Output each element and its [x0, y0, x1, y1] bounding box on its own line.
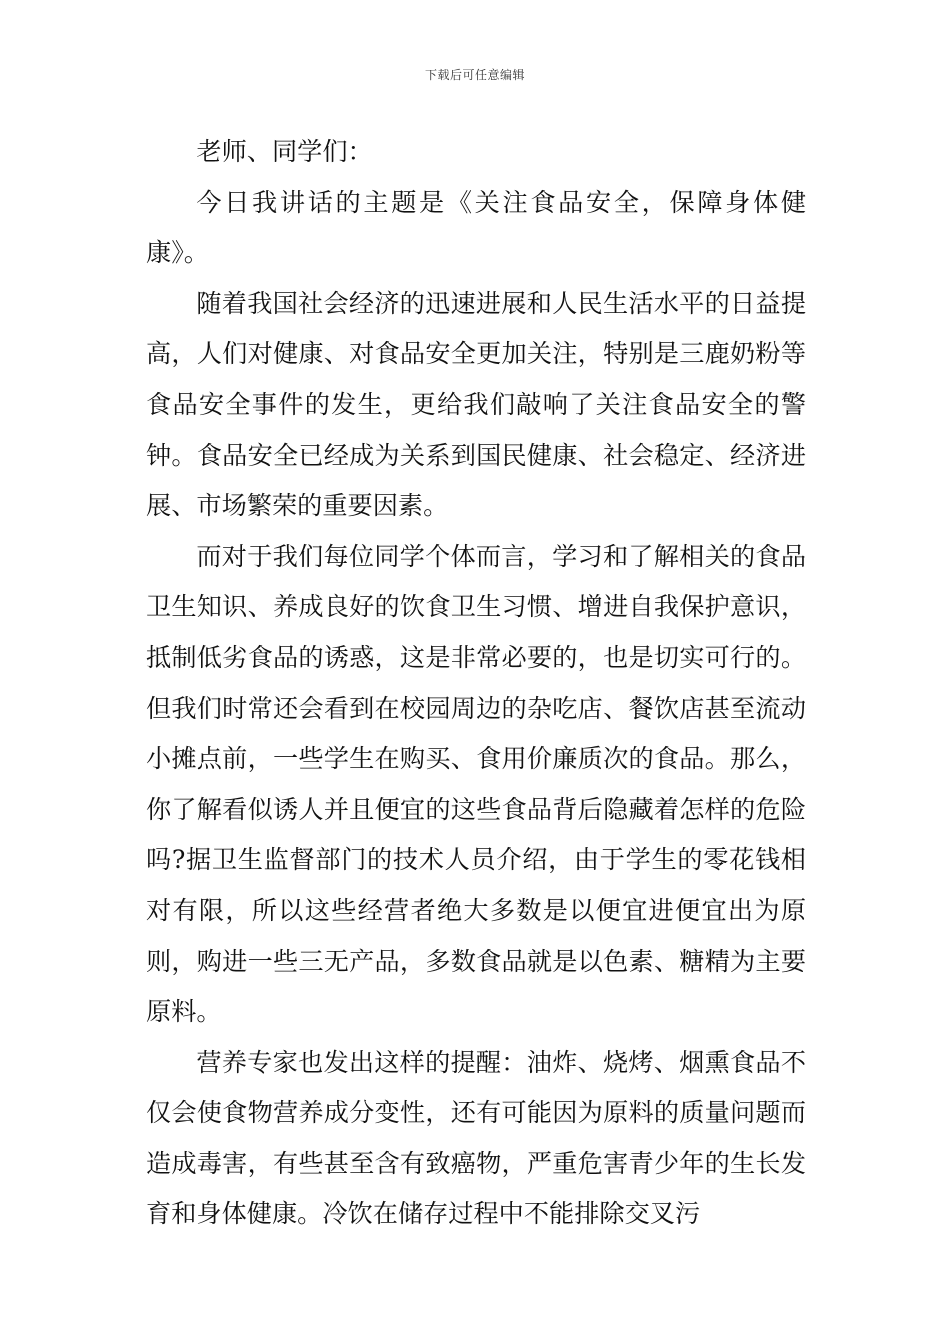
header-note: 下载后可任意编辑: [424, 68, 525, 82]
document-body: [146, 127, 806, 1240]
paragraph-nutrition-experts: 营养专家也发出这样的提醒：油炸、烧烤、烟熏食品不仅会使食物营养成分变性，还有可能因为原料的质量问题而造成毒害，有些甚至含有致癌物，严重危害青少年的生长发育和身体健康。冷饮在储存过程中不能排除交叉污: [146, 1047, 806, 1229]
paragraph-topic: 今日我讲话的主题是《关注食品安全，保障身体健康》。: [146, 187, 806, 268]
paragraph-salutation: 老师、同学们：: [196, 137, 373, 166]
paragraph-students: 而对于我们每位同学个体而言，学习和了解相关的食品卫生知识、养成良好的饮食卫生习惯、增进自我保护意识，抵制低劣食品的诱惑，这是非常必要的，也是切实可行的。但我们时常还会看到在校园周边的杂吃店、餐饮店甚至流动小摊点前，一些学生在购买、食用价廉质次的食品。那么，你了解看似诱人并且便宜的这些食品背后隐藏着怎样的危险吗?据卫生监督部门的技术人员介绍，由于学生的零花钱相对有限，所以这些经营者绝大多数是以便宜进便宜出为原则，购进一些三无产品，多数食品就是以色素、糖精为主要原料。: [146, 541, 806, 1027]
paragraph-background: 随着我国社会经济的迅速进展和人民生活水平的日益提高，人们对健康、对食品安全更加关注，特别是三鹿奶粉等食品安全事件的发生，更给我们敲响了关注食品安全的警钟。食品安全已经成为关系到国民健康、社会稳定、经济进展、市场繁荣的重要因素。: [146, 288, 806, 521]
